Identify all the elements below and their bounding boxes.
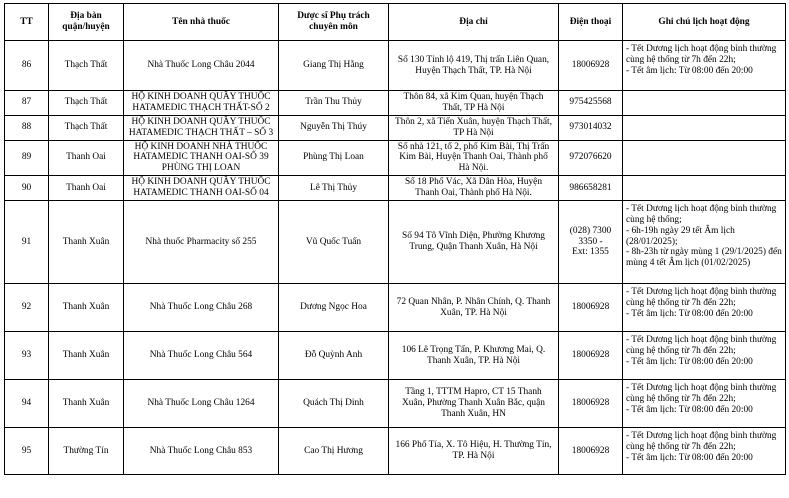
notes-cell [623, 115, 786, 140]
address-cell [389, 284, 559, 332]
notes-cell-line: - Tết Dương lịch hoạt động bình thường cùng hệ thống từ 7h đến 22h; [626, 431, 777, 452]
pharmacy-name-cell [124, 332, 279, 380]
pharmacy-name-cell-line: HATAMEDIC THẠCH THẤT-SỐ 2 [132, 102, 270, 113]
address-cell-line: Kim Bài, Huyện Thanh Oai, Thành phố [399, 152, 548, 163]
pharmacy-name-cell [124, 380, 279, 428]
pharmacy-name-cell [124, 41, 279, 91]
district-cell: Thạch Thất [49, 41, 124, 91]
address-cell-line: Hà Nội. [458, 163, 489, 174]
address-cell [389, 41, 559, 91]
phone-cell [559, 91, 623, 116]
pharmacy-name-cell-line: PHÙNG THỊ LOAN [161, 163, 241, 174]
notes-cell-line: - Tết âm lịch: Từ 08:00 đến 20:00 [626, 452, 753, 463]
address-cell [389, 428, 559, 475]
row-number: 92 [5, 284, 49, 332]
district-cell: Thanh Xuân [49, 201, 124, 284]
pharmacist-cell: Trần Thu Thủy [279, 91, 389, 116]
table-row [5, 428, 786, 475]
phone-cell-line: 975425568 [569, 97, 612, 108]
row-number: 87 [5, 91, 49, 116]
row-number: 88 [5, 115, 49, 140]
address-cell-line: Tầng 1, TTTM Hapro, CT 15 Thanh [405, 387, 542, 398]
address-cell-line: Thôn 84, xã Kim Quan, huyện Thạch [403, 92, 544, 102]
table-row [5, 176, 786, 201]
address-cell-line: Số nhà 121, tổ 2, phố Kim Bài, Thị Trấn [397, 141, 550, 152]
pharmacy-name-cell-line: HATAMEDIC THANH OAI-SỐ 39 [133, 152, 269, 163]
pharmacy-name-cell [124, 176, 279, 201]
notes-cell-line: - Tết Dương lịch hoạt động bình thường cùng hệ thống từ 7h đến 22h; [626, 44, 777, 65]
pharmacist-cell: Đỗ Quỳnh Anh [279, 332, 389, 380]
row-number: 90 [5, 176, 49, 201]
address-cell-line: Xuân, Phường Thanh Xuân Bắc, quận [402, 398, 545, 409]
header-phone: Điện thoại [559, 4, 623, 41]
address-cell-line: Thôn 2, xã Tiến Xuân, huyện Thạch Thất, [395, 116, 552, 127]
address-cell-line: 106 Lê Trọng Tấn, P. Khương Mai, Q. [401, 344, 546, 355]
pharmacy-name-cell-line: HỘ KINH DOANH QUẦY THUỐC [131, 177, 271, 188]
address-cell-line: Thanh Xuân, TP. Hà Nội [426, 355, 521, 366]
phone-cell-line: 986658281 [569, 182, 612, 193]
phone-cell-line: 18006928 [571, 60, 610, 71]
header-pharmacy: Tên nhà thuốc [124, 4, 279, 41]
pharmacy-name-cell-line: HỘ KINH DOANH QUẦY THUỐC [131, 116, 271, 127]
notes-cell-line: - Tết Dương lịch hoạt động bình thường cùng hệ thống; [626, 204, 777, 225]
table-row [5, 284, 786, 332]
phone-cell [559, 284, 623, 332]
address-cell-line: Số 94 Tô Vĩnh Diện, Phường Khương [402, 231, 545, 242]
pharmacy-name-cell [124, 140, 279, 175]
address-cell-line: TP Hà Nội [453, 127, 494, 138]
pharmacy-name-cell-line: HATAMEDIC THẠCH THẤT – SỐ 3 [128, 127, 274, 138]
notes-cell [623, 201, 786, 284]
pharmacist-cell: Phùng Thị Loan [279, 140, 389, 175]
pharmacist-cell: Vũ Quốc Tuấn [279, 201, 389, 284]
row-number: 86 [5, 41, 49, 91]
phone-cell-line: 18006928 [571, 350, 610, 361]
phone-cell-line: Ext: 1355 [572, 247, 609, 258]
header-notes: Ghi chú lịch hoạt động [623, 4, 786, 41]
phone-cell-line: 973014032 [569, 122, 612, 133]
address-cell-line: Thanh Oai, Thành phố Hà Nội. [415, 188, 532, 199]
phone-cell [559, 428, 623, 475]
header-address: Địa chỉ [389, 4, 559, 41]
header-tt: TT [5, 4, 49, 41]
address-cell-line: 166 Phố Tía, X. Tô Hiệu, H. Thường Tín, [395, 440, 552, 451]
row-number: 91 [5, 201, 49, 284]
phone-cell-line: 18006928 [571, 302, 610, 313]
address-cell [389, 140, 559, 175]
notes-cell [623, 332, 786, 380]
phone-cell [559, 176, 623, 201]
pharmacy-name-cell-line: Nhà thuốc Pharmacity số 255 [145, 236, 257, 247]
notes-cell-line: - 6h-19h ngày 29 tết Âm lịch (28/01/2025); [626, 225, 735, 247]
phone-cell [559, 380, 623, 428]
address-cell-line: Số 130 Tỉnh lộ 419, Thị trấn Liên Quan, [397, 54, 550, 65]
phone-cell [559, 115, 623, 140]
table-row [5, 201, 786, 284]
row-number: 93 [5, 332, 49, 380]
pharmacist-cell: Cao Thị Hương [279, 428, 389, 475]
pharmacy-name-cell [124, 91, 279, 116]
row-number: 94 [5, 380, 49, 428]
pharmacy-name-cell [124, 201, 279, 284]
notes-cell [623, 284, 786, 332]
pharmacy-name-cell [124, 115, 279, 140]
pharmacy-name-cell-line: Nhà Thuốc Long Châu 2044 [147, 60, 255, 71]
row-number: 95 [5, 428, 49, 475]
address-cell [389, 91, 559, 116]
address-cell-line: Số 18 Phố Vác, Xã Dân Hòa, Huyện [404, 177, 543, 188]
address-cell [389, 380, 559, 428]
phone-cell [559, 140, 623, 175]
table-row [5, 91, 786, 116]
notes-cell-line: - Tết âm lịch: Từ 08:00 đến 20:00 [626, 356, 753, 367]
table-row [5, 332, 786, 380]
district-cell: Thanh Xuân [49, 284, 124, 332]
header-pharmacist: Dược sĩ Phụ trách chuyên môn [279, 4, 389, 41]
address-cell-line: 72 Quan Nhân, P. Nhân Chính, Q. Thanh [396, 296, 551, 307]
district-cell: Thanh Xuân [49, 380, 124, 428]
address-cell-line: Xuân, TP. Hà Nội [440, 307, 507, 318]
table-row [5, 140, 786, 175]
district-cell: Thạch Thất [49, 115, 124, 140]
notes-cell [623, 176, 786, 201]
address-cell-line: Huyện Thạch Thất, TP. Hà Nội [415, 65, 532, 76]
notes-cell [623, 41, 786, 91]
pharmacy-name-cell-line: HỘ KINH DOANH NHÀ THUỐC [134, 141, 268, 152]
notes-cell-line: - Tết âm lịch: Từ 08:00 đến 20:00 [626, 65, 753, 76]
notes-cell-line: - Tết Dương lịch hoạt động bình thường cùng hệ thống từ 7h đến 22h; [626, 335, 777, 356]
notes-cell [623, 91, 786, 116]
phone-cell-line: 18006928 [571, 445, 610, 456]
phone-cell-line: 972076620 [569, 152, 612, 163]
header-row [5, 4, 786, 41]
notes-cell-line: - Tết âm lịch: Từ 08:00 đến 20:00 [626, 404, 753, 415]
table-row [5, 41, 786, 91]
address-cell [389, 115, 559, 140]
header-district: Địa bàn quận/huyện [49, 4, 124, 41]
pharmacy-name-cell-line: Nhà Thuốc Long Châu 853 [149, 445, 253, 456]
district-cell: Thanh Oai [49, 140, 124, 175]
table-row [5, 380, 786, 428]
pharmacy-name-cell [124, 284, 279, 332]
district-cell: Thạch Thất [49, 91, 124, 116]
address-cell-line: Thanh Xuân, HN [441, 408, 506, 419]
notes-cell [623, 140, 786, 175]
pharmacist-cell: Quách Thị Dinh [279, 380, 389, 428]
phone-cell [559, 41, 623, 91]
phone-cell [559, 201, 623, 284]
address-cell [389, 332, 559, 380]
district-cell: Thanh Xuân [49, 332, 124, 380]
notes-cell-line: - Tết Dương lịch hoạt động bình thường cùng hệ thống từ 7h đến 22h; [626, 383, 777, 404]
pharmacist-cell: Giang Thị Hằng [279, 41, 389, 91]
notes-cell [623, 428, 786, 475]
table-row [5, 115, 786, 140]
pharmacy-schedule-table [4, 3, 786, 475]
phone-cell-line: 18006928 [571, 398, 610, 409]
notes-cell-line: - Tết Dương lịch hoạt động bình thường cùng hệ thống từ 7h đến 22h; [626, 287, 777, 308]
pharmacy-name-cell-line: Nhà Thuốc Long Châu 564 [149, 350, 253, 361]
address-cell [389, 176, 559, 201]
pharmacy-name-cell-line: HỘ KINH DOANH QUẦY THUỐC [131, 92, 271, 102]
pharmacy-name-cell-line: Nhà Thuốc Long Châu 1264 [147, 398, 255, 409]
notes-cell-line: - 8h-23h từ ngày mùng 1 (29/1/2025) đến mùng 4 tết Âm lịch (01/02/2025) [626, 247, 782, 269]
phone-cell-line: (028) 7300 3350 - [569, 225, 612, 247]
pharmacist-cell: Nguyễn Thị Thúy [279, 115, 389, 140]
pharmacy-name-cell [124, 428, 279, 475]
pharmacy-name-cell-line: HATAMEDIC THANH OAI-SỐ 04 [133, 188, 269, 199]
address-cell [389, 201, 559, 284]
phone-cell [559, 332, 623, 380]
row-number: 89 [5, 140, 49, 175]
pharmacy-name-cell-line: Nhà Thuốc Long Châu 268 [149, 302, 253, 313]
notes-cell-line: - Tết âm lịch: Từ 08:00 đến 20:00 [626, 308, 753, 319]
pharmacist-cell: Lê Thị Thủy [279, 176, 389, 201]
district-cell: Thường Tín [49, 428, 124, 475]
address-cell-line: Thất, TP Hà Nội [442, 102, 505, 113]
pharmacist-cell: Dương Ngọc Hoa [279, 284, 389, 332]
address-cell-line: TP. Hà Nội [452, 451, 495, 462]
address-cell-line: Trung, Quận Thanh Xuân, Hà Nội [409, 242, 538, 253]
district-cell: Thanh Oai [49, 176, 124, 201]
notes-cell [623, 380, 786, 428]
